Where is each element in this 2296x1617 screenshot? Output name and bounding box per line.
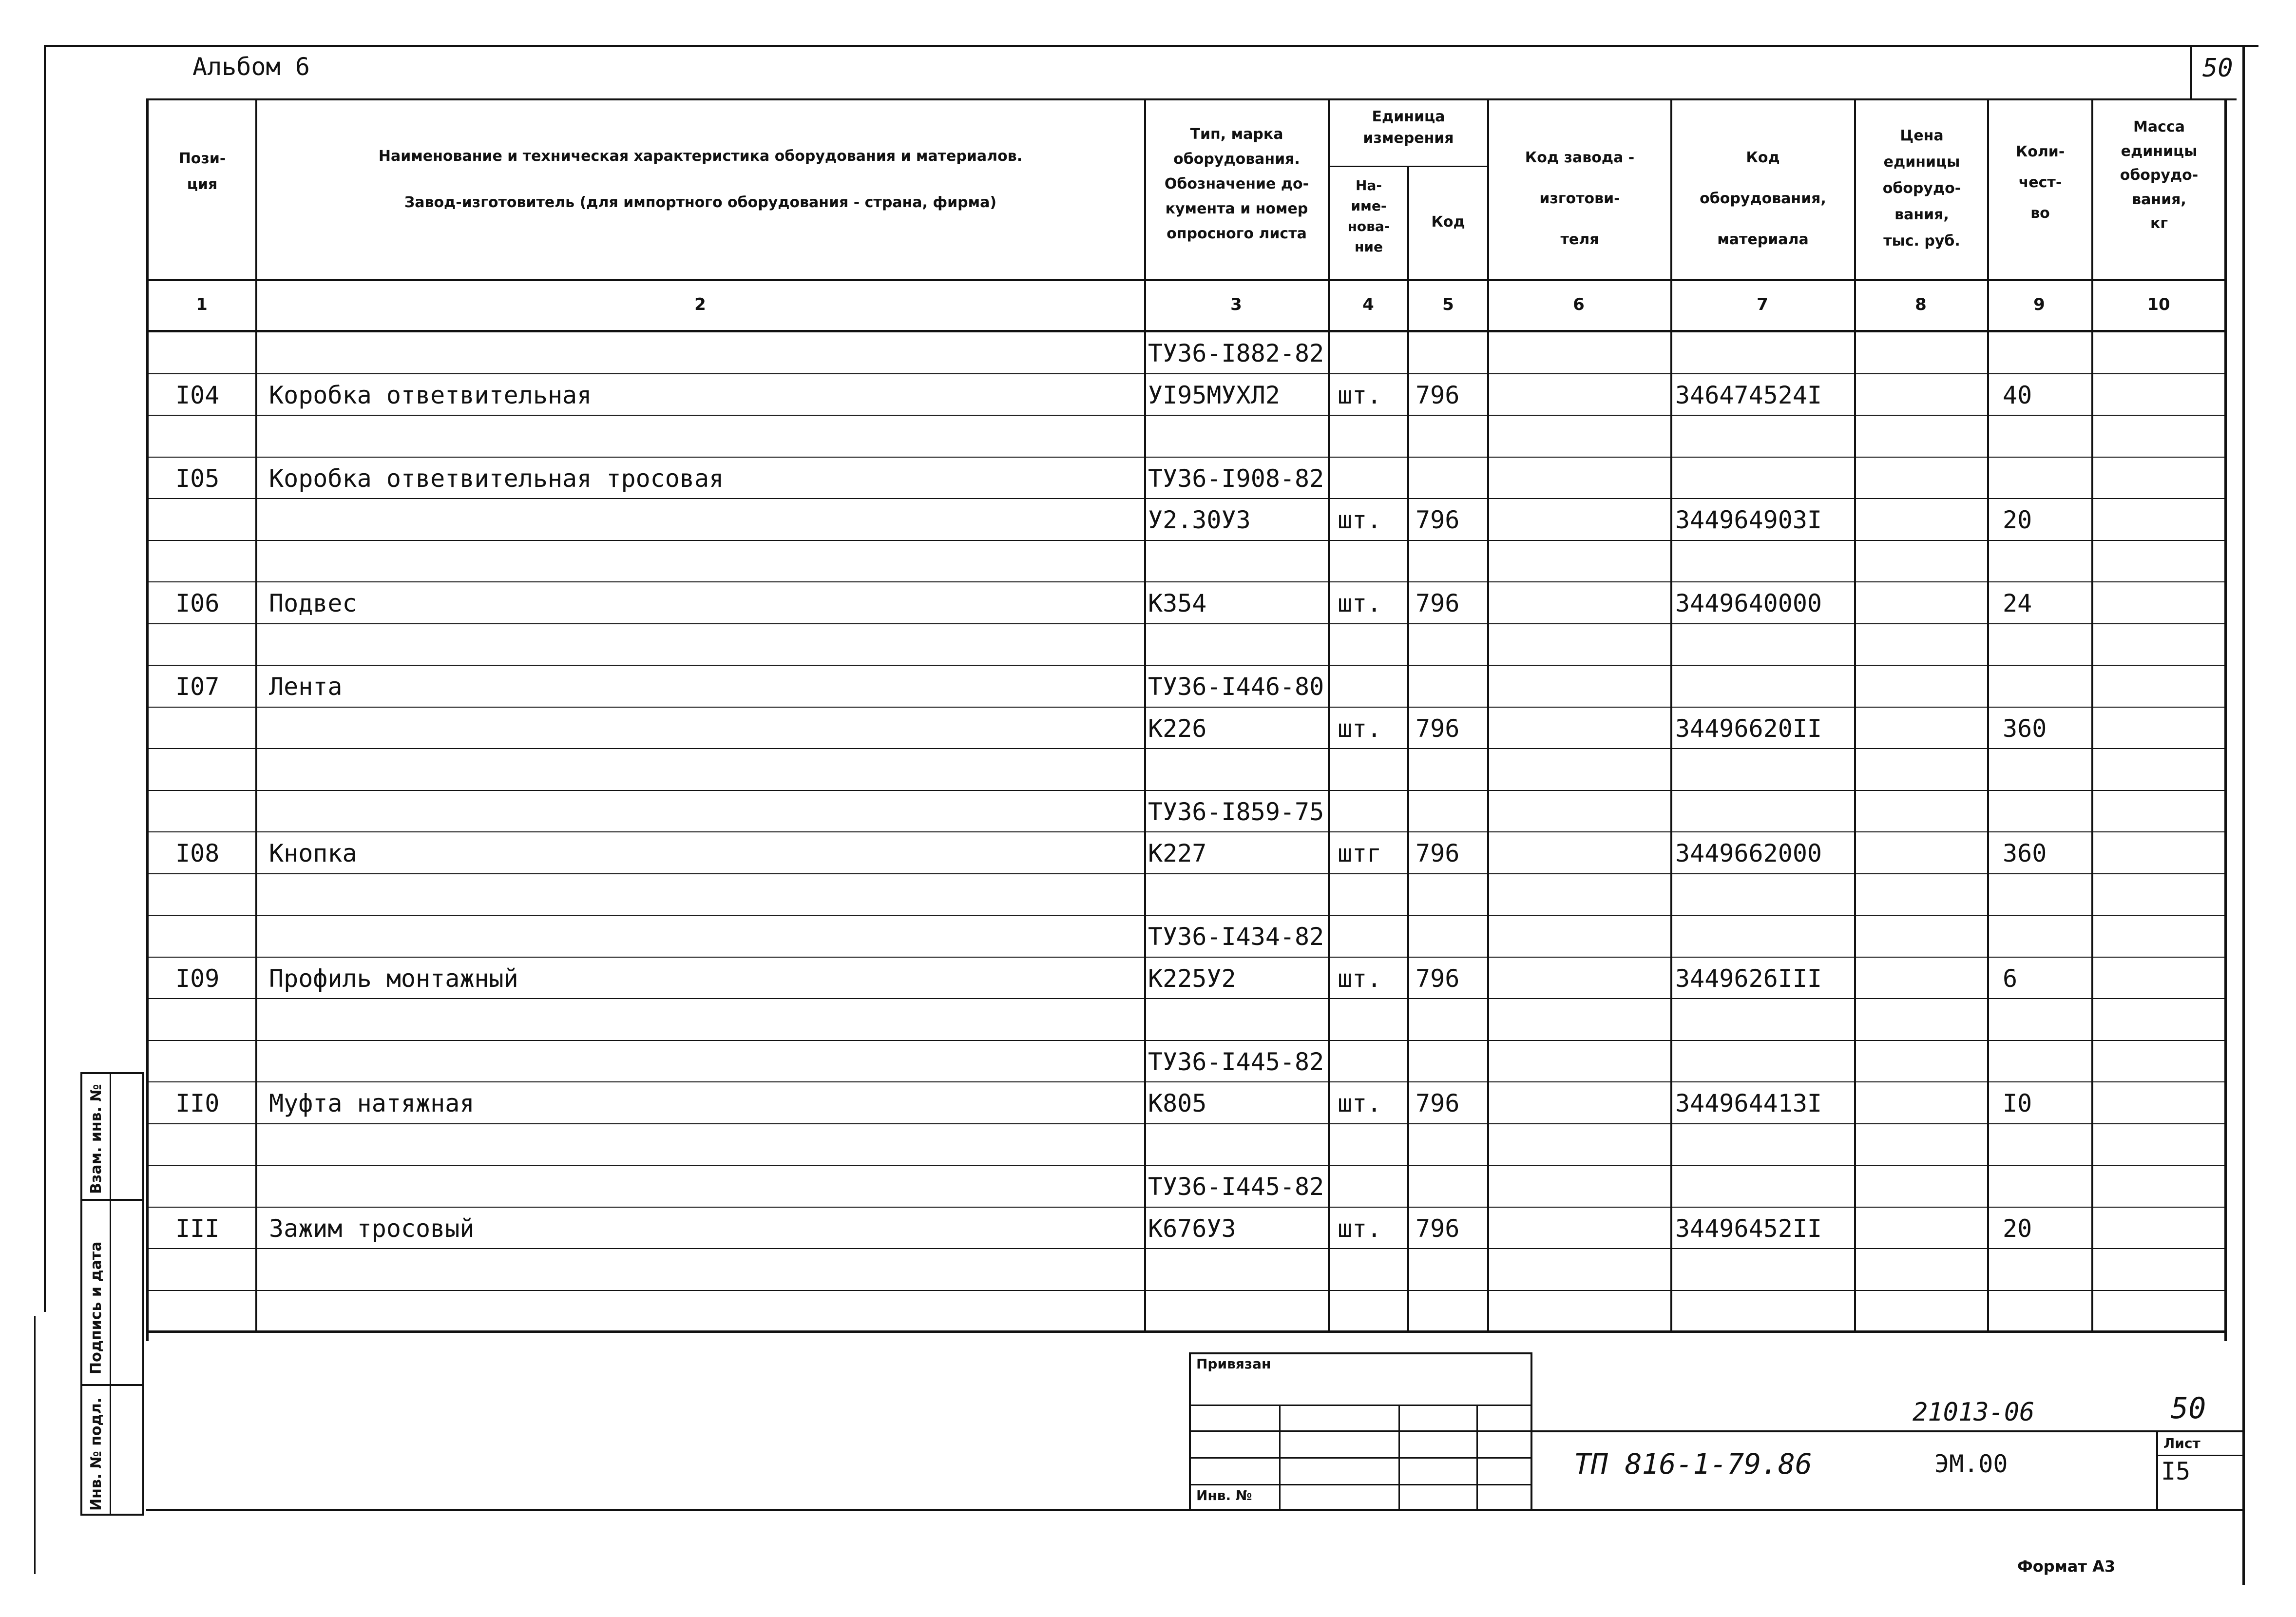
row-name: Кнопка [269, 839, 357, 867]
privyazan-col-1 [1279, 1405, 1281, 1511]
privyazan-line-1 [1189, 1405, 1532, 1406]
header-equip-code: Код оборудования, материала [1700, 149, 1826, 248]
col-line-2 [1144, 98, 1146, 1331]
header-mass: Масса единицы оборудо- вания, кг [2120, 118, 2199, 232]
col-line-7 [1854, 98, 1856, 1331]
frame-right-line [2242, 45, 2245, 1585]
row-separator [146, 957, 2227, 958]
column-number-bottom-line [146, 330, 2227, 332]
row-separator [146, 623, 2227, 624]
privyazan-line-2 [1189, 1430, 1532, 1432]
row-separator [146, 790, 2227, 791]
row-document: К805 [1148, 1089, 1207, 1117]
row-name: Подвес [269, 589, 357, 617]
row-equipment-code: 3449662000 [1675, 839, 1822, 867]
row-separator [146, 1248, 2227, 1249]
col-line-9 [2091, 98, 2093, 1331]
col-line-1 [255, 98, 257, 1331]
row-document: ТУ36-I445-82 [1148, 1048, 1324, 1076]
row-unit: шт. [1338, 1214, 1382, 1243]
row-unit: шт. [1338, 589, 1382, 617]
side-stamp-left-line [80, 1072, 82, 1516]
row-equipment-code: 344964903I [1675, 506, 1822, 534]
row-unit: шт. [1338, 1089, 1382, 1117]
header-unit-name: На- име- нова- ние [1347, 177, 1390, 255]
column-number-8: 8 [1915, 295, 1927, 314]
table-left-line [146, 98, 149, 1341]
row-separator [146, 1165, 2227, 1166]
row-unit: шт. [1338, 964, 1382, 993]
col-line-5 [1487, 98, 1489, 1331]
side-stamp-bottom-line [80, 1514, 144, 1516]
row-unit: шт. [1338, 381, 1382, 409]
row-position: I09 [175, 964, 220, 993]
row-separator [146, 748, 2227, 749]
row-equipment-code: 3449626III [1675, 964, 1822, 993]
sheet-value: I5 [2161, 1457, 2191, 1485]
header-unit-code: Код [1431, 213, 1465, 231]
column-number-10: 10 [2147, 295, 2170, 314]
row-separator [146, 498, 2227, 499]
row-equipment-code: 34496620II [1675, 714, 1822, 743]
row-separator [146, 1123, 2227, 1124]
row-position: I07 [175, 673, 220, 701]
column-number-5: 5 [1442, 295, 1454, 314]
row-separator [146, 873, 2227, 874]
row-position: I05 [175, 464, 220, 493]
row-quantity: I0 [2003, 1089, 2032, 1117]
title-block-sheet-divider [2156, 1455, 2244, 1456]
row-unit: шт. [1338, 714, 1382, 743]
row-name: Профиль монтажный [269, 964, 518, 993]
title-block-bottom-line [146, 1509, 2244, 1511]
row-unit-code: 796 [1416, 1214, 1460, 1243]
row-position: I06 [175, 589, 220, 617]
table-right-line [2224, 98, 2227, 1341]
row-document: ТУ36-I908-82 [1148, 464, 1324, 493]
row-name: Муфта натяжная [269, 1089, 475, 1117]
row-unit: штг [1338, 839, 1382, 867]
row-separator [146, 373, 2227, 374]
sheet-number-big: 50 [2171, 1391, 2206, 1425]
column-number-4: 4 [1362, 295, 1374, 314]
row-separator [146, 998, 2227, 999]
row-separator [146, 581, 2227, 582]
privyazan-col-3 [1476, 1405, 1478, 1511]
privyazan-title: Привязан [1196, 1356, 1271, 1372]
header-price: Цена единицы оборудо- вания, тыс. руб. [1882, 127, 1961, 250]
col-line-3 [1328, 98, 1330, 1331]
row-position: I08 [175, 839, 220, 867]
row-document: У2.30У3 [1148, 506, 1251, 534]
row-unit: шт. [1338, 506, 1382, 534]
row-document: ТУ36-I445-82 [1148, 1173, 1324, 1201]
row-unit-code: 796 [1416, 589, 1460, 617]
row-quantity: 24 [2003, 589, 2032, 617]
row-quantity: 20 [2003, 506, 2032, 534]
side-stamp-divider-2 [80, 1199, 144, 1201]
row-name: Зажим тросовый [269, 1214, 475, 1243]
header-doc: Тип, марка оборудования. Обозначение до- кумента и номер опросного листа [1164, 126, 1309, 242]
doc-code: ЭМ.00 [1934, 1450, 2008, 1478]
row-equipment-code: 344964413I [1675, 1089, 1822, 1117]
column-number-6: 6 [1573, 295, 1585, 314]
column-number-2: 2 [694, 295, 706, 314]
frame-left-lower-line [34, 1316, 36, 1574]
row-position: III [175, 1214, 220, 1243]
row-equipment-code: 346474524I [1675, 381, 1822, 409]
row-quantity: 20 [2003, 1214, 2032, 1243]
header-quantity: Коли- чест- во [2015, 143, 2065, 222]
project-code: ТП 816-1-79.86 [1574, 1447, 1812, 1481]
sheet-box-left-line [2190, 45, 2192, 98]
table-top-line [146, 98, 2237, 100]
album-label: Альбом 6 [192, 53, 310, 81]
row-document: ТУ36-I859-75 [1148, 798, 1324, 826]
privyazan-col-2 [1398, 1405, 1400, 1511]
row-separator [146, 707, 2227, 708]
format-label: Формат А3 [2017, 1557, 2116, 1576]
row-unit-code: 796 [1416, 381, 1460, 409]
privyazan-top-line [1189, 1352, 1532, 1354]
header-bottom-line [146, 279, 2227, 281]
side-stamp-divider-3 [80, 1384, 144, 1386]
row-separator [146, 540, 2227, 541]
row-equipment-code: 3449640000 [1675, 589, 1822, 617]
sheet-label: Лист [2163, 1435, 2200, 1451]
row-quantity: 360 [2003, 714, 2047, 743]
row-separator [146, 1040, 2227, 1041]
row-separator [146, 1331, 2227, 1332]
header-plant-code: Код завода - изготови- теля [1525, 149, 1635, 248]
row-unit-code: 796 [1416, 506, 1460, 534]
row-separator [146, 665, 2227, 666]
row-separator [146, 1290, 2227, 1291]
row-position: I04 [175, 381, 220, 409]
row-document: К226 [1148, 714, 1207, 743]
stamp-podpis-label: Подпись и дата [88, 1241, 105, 1374]
col-line-8 [1987, 98, 1989, 1331]
row-equipment-code: 34496452II [1675, 1214, 1822, 1243]
column-number-9: 9 [2033, 295, 2045, 314]
row-separator [146, 1081, 2227, 1082]
column-number-7: 7 [1757, 295, 1768, 314]
privyazan-line-3 [1189, 1457, 1532, 1459]
frame-left-line [44, 45, 46, 1312]
row-separator [146, 831, 2227, 832]
row-document: К227 [1148, 839, 1207, 867]
row-unit-code: 796 [1416, 1089, 1460, 1117]
row-document: К225У2 [1148, 964, 1236, 993]
row-document: ТУ36-I434-82 [1148, 923, 1324, 951]
privyazan-line-4 [1189, 1484, 1532, 1485]
row-document: ТУ36-I882-82 [1148, 339, 1324, 367]
title-block-top-line [1531, 1430, 2244, 1432]
column-number-1: 1 [196, 295, 208, 314]
stamp-vzam-label: Взам. инв. № [88, 1084, 105, 1194]
privyazan-inv-label: Инв. № [1196, 1487, 1252, 1503]
row-separator [146, 457, 2227, 458]
row-separator [146, 915, 2227, 916]
order-number: 21013-06 [1913, 1398, 2035, 1427]
row-unit-code: 796 [1416, 714, 1460, 743]
row-document: ТУ36-I446-80 [1148, 673, 1324, 701]
row-quantity: 6 [2003, 964, 2018, 993]
row-name: Лента [269, 673, 343, 701]
header-name-line1: Наименование и техническая характеристика оборудования и материалов. [378, 148, 1023, 165]
row-separator [146, 1207, 2227, 1208]
row-unit-code: 796 [1416, 964, 1460, 993]
side-stamp-divider-1 [80, 1072, 144, 1074]
header-position: Пози- ция [178, 150, 226, 193]
row-name: Коробка ответвительная [269, 381, 592, 409]
row-separator [146, 415, 2227, 416]
side-stamp-right-line [142, 1072, 144, 1516]
row-quantity: 40 [2003, 381, 2032, 409]
row-position: II0 [175, 1089, 220, 1117]
header-unit-group: Единица измерения [1363, 108, 1454, 147]
row-quantity: 360 [2003, 839, 2047, 867]
row-unit-code: 796 [1416, 839, 1460, 867]
sheet-number-top: 50 [2202, 54, 2233, 83]
title-block-sheet-line [2156, 1430, 2158, 1511]
side-stamp-inner-line [110, 1072, 111, 1516]
row-document: К354 [1148, 589, 1207, 617]
stamp-inv-podl-label: Инв. № подл. [88, 1397, 105, 1511]
column-number-3: 3 [1230, 295, 1242, 314]
row-document: К676У3 [1148, 1214, 1236, 1243]
header-name-line2: Завод-изготовитель (для импортного оборудования - страна, фирма) [404, 194, 997, 211]
row-document: УI95МУХЛ2 [1148, 381, 1280, 409]
frame-top-line [44, 45, 2258, 47]
col-line-6 [1670, 98, 1672, 1331]
row-name: Коробка ответвительная тросовая [269, 464, 724, 493]
